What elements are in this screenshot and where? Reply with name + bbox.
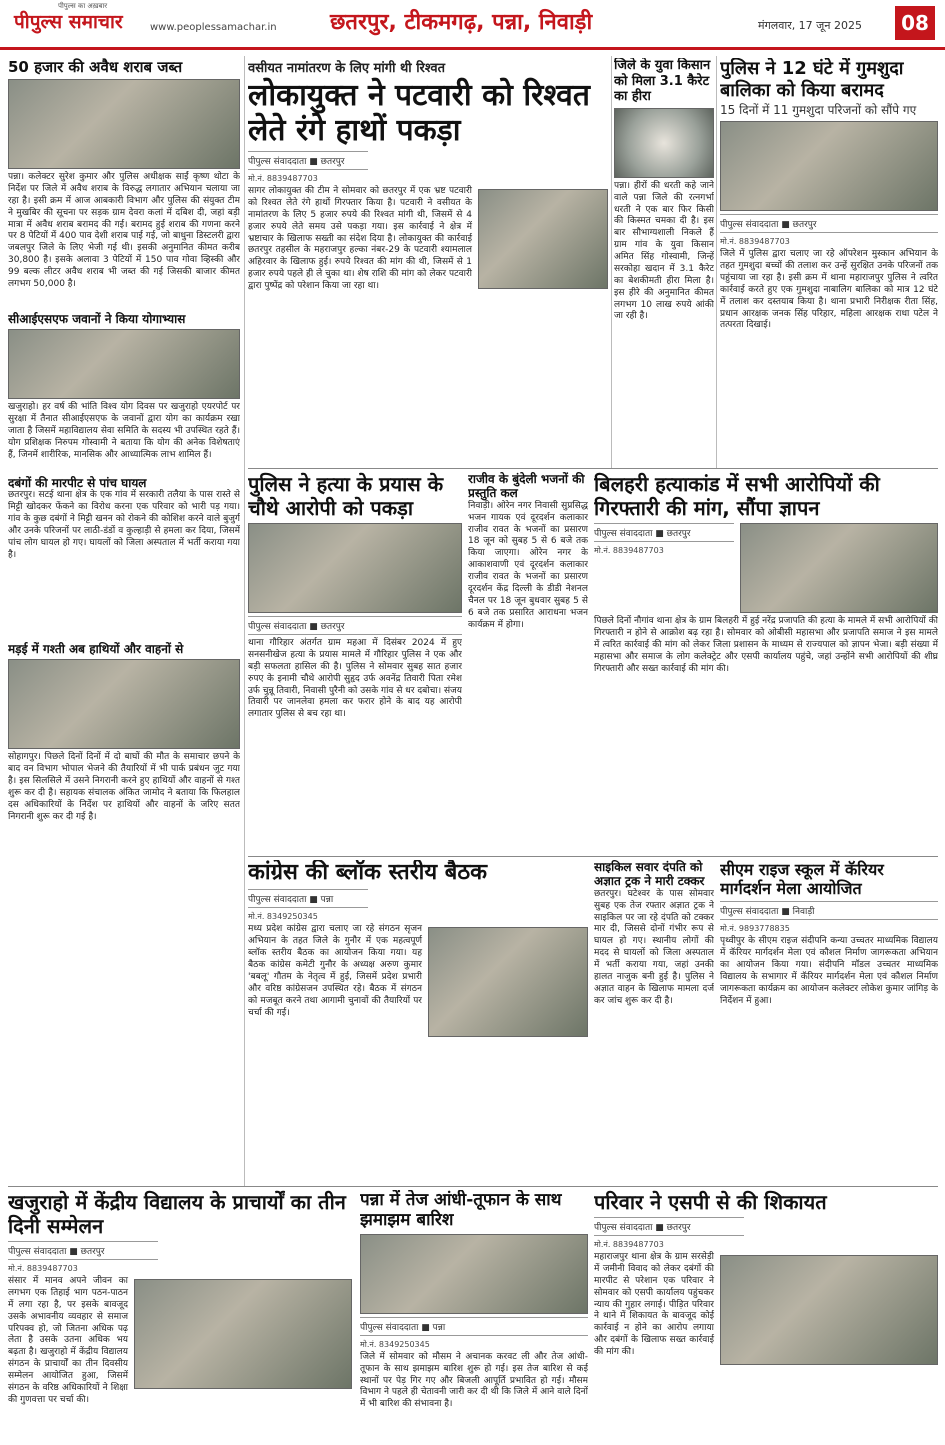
website-link[interactable]: www.peoplessamachar.in bbox=[150, 22, 277, 33]
story-cm-rise bbox=[720, 860, 938, 1180]
story-byline: पीपुल्स संवाददाता ■ छतरपुर bbox=[720, 214, 938, 233]
story-bilhari bbox=[594, 472, 938, 852]
story-body: थाना गौरिहार अंतर्गत ग्राम महआ में दिसंबर 2024 में हुए सनसनीखेज हत्या के प्रयास मामले में गौरिहार पुलिस ने एक और बड़ी सफलता हासिल की है। पुलिस ने सोमवार सुबह सात हजार रुपए के इनामी चौथे आरोपी सुहृद उर्फ अवनेंद्र तिवारी पिता रमेश उर्फ चुन्नू तिवारी, निवासी पुरैनी को उसके गांव से धर दबोचा। संजय तिवारी पर जानलेवा हमला कर फरार होने के बाद यह आरोपी लगातार पुलिस से बच रहा था। bbox=[248, 638, 462, 720]
story-byline: पीपुल्स संवाददाता ■ छतरपुर bbox=[8, 1241, 158, 1260]
story-liquor bbox=[8, 58, 240, 308]
story-headline[interactable]: मड़ई में गश्ती अब हाथियों और वाहनों से bbox=[8, 642, 184, 656]
story-headline[interactable]: पुलिस ने 12 घंटे में गुमशुदा बालिका को किया बरामद bbox=[720, 58, 904, 101]
story-phone: मो.नं. 9893778835 bbox=[720, 924, 790, 934]
story-photo bbox=[248, 523, 462, 613]
story-body: निवाड़ी। ओरेन नगर निवासी सुप्रसिद्ध भजन गायक एवं दूरदर्शन कलाकार राजीव रावत के भजनों का प्रसारण 18 जून को सुबह 5 से 6 बजे तक किया जाएगा। ओरेन नगर के आकाशवाणी एवं दूरदर्शन कलाकार राजीव रावत के भजनों का प्रसारण दूरदर्शन केंद्र दिल्ली के डीडी नेशनल चैनल पर 18 जून बुधवार सुबह 5 से 6 बजे तक प्रसारित आराधना भजन कार्यक्रम में होगा। bbox=[468, 500, 588, 630]
story-bundeli-bhajan bbox=[468, 472, 588, 852]
story-photo bbox=[8, 79, 240, 169]
story-phone: मो.नं. 8839487703 bbox=[248, 174, 318, 183]
story-headline[interactable]: पन्ना में तेज आंधी-तूफान के साथ झमाझम बारिश bbox=[360, 1190, 562, 1231]
story-headline[interactable]: सीआईएसएफ जवानों ने किया योगाभ्यास bbox=[8, 312, 186, 326]
story-phone: मो.नं. 8349250345 bbox=[360, 1339, 430, 1349]
story-kv-conference bbox=[8, 1190, 352, 1440]
column-divider bbox=[244, 56, 245, 1186]
page-number: 08 bbox=[895, 6, 935, 40]
story-headline[interactable]: 50 हजार की अवैध शराब जब्त bbox=[8, 58, 183, 76]
column-divider bbox=[716, 56, 717, 468]
story-headline[interactable]: साइकिल सवार दंपति को अज्ञात ट्रक ने मारी टक्कर bbox=[594, 860, 705, 889]
story-photo bbox=[134, 1279, 352, 1389]
story-body: संसार में मानव अपने जीवन का लगभग एक तिहाई भाग पठन-पाठन में लगा रहा है, पर इसके बावजूद उसके अभावनीय व्यवहार से समाज परिपक्व हो, जो जितना अधिक पढ़ लेता है उसके उतना अधिक भय बढ़ता है। खजुराहो में केंद्रीय विद्यालय संगठन के प्राचार्यों का तीन दिवसीय सम्मेलन आयोजित हुआ, जिसमें संगठन के वरिष्ठ अधिकारियों ने शिक्षा की गुणवत्ता पर चर्चा की। bbox=[8, 1276, 128, 1405]
story-byline: पीपुल्स संवाददाता ■ निवाड़ी bbox=[720, 901, 938, 920]
story-body: पन्ना। हीरों की धरती कहे जाने वाले पन्ना जिले की रत्नगर्भा धरती ने एक बार फिर किसी की किस्मत चमका दी है। इस बार सौभाग्यशाली निकले हैं ग्राम गांव के युवा किसान अमित सिंह गोस्वामी, जिन्हें सरकोहा खदान में 3.1 कैरेट का बेशकीमती हीरा मिला है। इस हीरे की अनुमानित कीमत लगभग 10 लाख रुपये आंकी जा रही है। bbox=[614, 180, 714, 322]
story-phone: मो.नं. 8839487703 bbox=[8, 1264, 78, 1273]
story-congress bbox=[248, 860, 588, 1180]
story-headline[interactable]: पुलिस ने हत्या के प्रयास के चौथे आरोपी को पकड़ा bbox=[248, 472, 444, 520]
story-byline: पीपुल्स संवाददाता ■ छतरपुर bbox=[594, 523, 734, 542]
story-body: पृथ्वीपुर के सीएम राइज संदीपनि कन्या उच्चतर माध्यमिक विद्यालय में कॅरियर मार्गदर्शन मेला एवं कौशल निर्माण जागरूकता अभियान का आयोजन किया गया। संदीपनि मॉडल उच्चतर माध्यमिक विद्यालय के सभागार में कॅरियर मार्गदर्शन मेला एवं कौशल निर्माण जागरूकता कार्यक्रम का आयोजन कलेक्टर लोकेश कुमार जांगिड़ के निर्देशन में हुआ। bbox=[720, 936, 938, 1006]
story-byline: पीपुल्स संवाददाता ■ पन्ना bbox=[360, 1317, 588, 1336]
story-headline[interactable]: कांग्रेस की ब्लॉक स्तरीय बैठक bbox=[248, 860, 488, 885]
logo-tagline: पीपुल्स का अख़बार bbox=[58, 2, 108, 10]
story-photo bbox=[8, 659, 240, 749]
story-photo bbox=[478, 189, 608, 289]
story-sp-complaint bbox=[594, 1190, 938, 1440]
story-phone: मो.नं. 8839487703 bbox=[720, 237, 790, 247]
issue-date: मंगलवार, 17 जून 2025 bbox=[758, 19, 862, 32]
story-body: जिले में सोमवार को मौसम ने अचानक करवट ली और तेज आंधी-तूफान के साथ झमाझम बारिश शुरू हो गई। इस तेज बारिश से कई स्थानों पर पेड़ गिर गए और बिजली आपूर्ति प्रभावित हो गई। मौसम विभाग ने पहले ही चेतावनी जारी कर दी थी कि जिले में आने वाले दिनों में भी बारिश की संभावना है। bbox=[360, 1351, 588, 1410]
story-headline[interactable]: परिवार ने एसपी से की शिकायत bbox=[594, 1190, 827, 1214]
row-divider bbox=[8, 1186, 938, 1187]
column-divider bbox=[611, 56, 612, 468]
story-body: खजुराहो। हर वर्ष की भांति विश्व योग दिवस पर खजुराहो एयरपोर्ट पर सुरक्षा में तैनात सीआईएसएफ के जवानों द्वारा योग का कार्यक्रम रखा जाता है जिसमें महाविद्यालय सेवा समिति के सदस्य भी उपस्थित रहते हैं। योग प्रशिक्षक निरुपम गोस्वामी ने बताया कि योग की अनेक विशेषताएं हैं, जिनमें शारीरिक, मानसिक और आध्यात्मिक लाभ शामिल हैं। bbox=[8, 402, 240, 460]
story-body: मध्य प्रदेश कांग्रेस द्वारा चलाए जा रहे संगठन सृजन अभियान के तहत जिले के गुनौर में एक महत्वपूर्ण ब्लॉक स्तरीय बैठक का आयोजन किया गया। यह बैठक कांग्रेस कमेटी गुनौर के अध्यक्ष अरुण कुमार 'बबलू' गौतम के नेतृत्व में हुई, जिसमें प्रदेश प्रभारी और वरिष्ठ कांग्रेसजन उपस्थित रहे। बैठक में संगठन को मजबूत करने तथा आगामी चुनावों की तैयारियों पर चर्चा की गई। bbox=[248, 924, 422, 1018]
story-byline: पीपुल्स संवाददाता ■ छतरपुर bbox=[248, 151, 368, 170]
region-title: छतरपुर, टीकमगढ़, पन्ना, निवाड़ी bbox=[330, 10, 593, 35]
story-byline: पीपुल्स संवाददाता ■ छतरपुर bbox=[248, 616, 462, 635]
story-body: सागर लोकायुक्त की टीम ने सोमवार को छतरपुर में एक भ्रष्ट पटवारी को रिश्वत लेते रंगे हाथों गिरफ्तार किया है। पटवारी ने वसीयत के नामांतरण के लिए 5 हजार रुपये की रिश्वत मांगी थी, जिसमें से 4 हजार रुपये लेते समय उसे पकड़ा गया। इस कार्रवाई ने क्षेत्र में भ्रष्टाचार के खिलाफ सख्ती का संदेश दिया है। लोकायुक्त की कार्रवाई छतरपुर तहसील के महराजपुर हल्का नंबर-29 के पटवारी श्यामलाल अहिरवार के खिलाफ हुई। रुपये रिश्वत की मांग की थी, जिसमें से 1 हजार रुपये पहले ही ले चुका था। शेष राशि की मांग को लेकर पटवारी द्वारा पुष्पेंद्र को परेशान किया जा रहा था। bbox=[248, 186, 472, 291]
story-headline[interactable]: बिलहरी हत्याकांड में सभी आरोपियों की गिरफ्तारी की मांग, सौंपा ज्ञापन bbox=[594, 472, 880, 520]
diamond-photo bbox=[614, 108, 714, 178]
story-body: पिछले दिनों नौगांव थाना क्षेत्र के ग्राम बिलहरी में हुई नरेंद्र प्रजापति की हत्या के मामले में सभी आरोपियों की गिरफ्तारी न होने से आक्रोश बढ़ रहा है। सोमवार को ओबीसी महासभा और प्रजापति समाज ने इस मामले में त्वरित कार्रवाई की मांग को लेकर जिला प्रशासन के माध्यम से राज्यपाल को ज्ञापन भेजा। बड़ी संख्या में महासभा और समाज के लोग कलेक्ट्रेट और एसपी कार्यालय पहुंचे, जहां उन्होंने सभी आरोपियों की शीघ्र गिरफ्तारी और सख्त कार्रवाई की मांग की। bbox=[594, 616, 938, 674]
story-fights bbox=[8, 476, 240, 636]
story-photo bbox=[428, 927, 588, 1037]
masthead bbox=[0, 0, 945, 50]
story-headline[interactable]: लोकायुक्त ने पटवारी को रिश्वत लेते रंगे हाथों पकड़ा bbox=[248, 78, 590, 148]
newspaper-logo[interactable]: पीपुल्स समाचार bbox=[14, 11, 123, 33]
row-divider bbox=[248, 856, 938, 857]
story-body: छतरपुर। सटई थाना क्षेत्र के एक गांव में सरकारी तलैया के पास रास्ते से मिट्टी खोदकर फेंकने का विरोध करना एक परिवार को भारी पड़ गया। गांव के कुछ दबंगों ने मिट्टी खनन को रोकने की कोशिश करने वाले बुजुर्ग और उनके परिजनों पर लाठी-डंडों व कुल्हाड़ी से हमला कर दिया, जिसमें पांच लोग घायल हो गए। घायलों को जिला अस्पताल में भर्ती कराया गया है। bbox=[8, 490, 240, 560]
story-yoga bbox=[8, 312, 240, 472]
story-photo bbox=[740, 523, 938, 613]
story-kicker: वसीयत नामांतरण के लिए मांगी थी रिश्वत bbox=[248, 61, 446, 76]
story-diamond bbox=[614, 58, 714, 466]
story-headline[interactable]: राजीव के बुंदेली भजनों की प्रस्तुति कल bbox=[468, 472, 585, 501]
story-headline[interactable]: खजुराहो में केंद्रीय विद्यालय के प्राचार्यों का तीन दिनी सम्मेलन bbox=[8, 1190, 346, 1238]
story-body: महाराजपुर थाना क्षेत्र के ग्राम सरसेड़ी में जमीनी विवाद को लेकर दबंगों की मारपीट से परेशान एक परिवार ने सोमवार को एसपी कार्यालय पहुंचकर न्याय की गुहार लगाई। पीड़ित परिवार ने थाने में शिकायत के बावजूद कोई कार्रवाई न होने का आरोप लगाया और दबंगों के खिलाफ सख्त कार्रवाई की मांग की। bbox=[594, 1252, 714, 1357]
story-missing-girl bbox=[720, 58, 938, 466]
story-subheadline: 15 दिनों में 11 गुमशुदा परिजनों को सौंपे गए bbox=[720, 103, 917, 118]
story-photo bbox=[8, 329, 240, 399]
row-divider bbox=[248, 468, 938, 469]
story-bribe bbox=[248, 58, 608, 466]
story-elephants bbox=[8, 642, 240, 882]
story-body: पन्ना। कलेक्टर सुरेश कुमार और पुलिस अधीक्षक साईं कृष्ण थोटा के निर्देश पर जिले में अवैध शराब के विरुद्ध लगातार अभियान चलाया जा रहा है। इसी क्रम में आज आबकारी विभाग और पुलिस की संयुक्त टीम ने मुखबिर की सूचना पर सड़क ग्राम देवरा कलां में दबिश दी, जहां बड़ी मात्रा में अवैध शराब बरामद की गई। बरामद हुई शराब की गणना करने पर 8 पेटियों में 400 पाव देशी शराब पाई गई, जो बाधुना डिस्टलरी द्वारा जबलपुर जिले के लिए भेजी गई थी। इसकी अनुमानित कीमत करीब 30,800 है। इसके अलावा 3 पेटियों में 150 पाव गोवा व्हिस्की और 99 बल्क लीटर अवैध शराब भी जब्त की गई जिसकी बाजार कीमत लगभग 50,000 है। bbox=[8, 172, 240, 289]
story-headline[interactable]: सीएम राइज स्कूल में कॅरियर मार्गदर्शन मेला आयोजित bbox=[720, 860, 884, 899]
story-headline[interactable]: जिले के युवा किसान को मिला 3.1 कैरेट का हीरा bbox=[614, 58, 711, 105]
story-body: जिले में पुलिस द्वारा चलाए जा रहे ऑपरेशन मुस्कान अभियान के तहत गुमशुदा बच्चों की तलाश कर उन्हें सुरक्षित उनके परिजनों तक पहुंचाया जा रहा है। इसी क्रम में थाना महाराजपुर पुलिस ने त्वरित कार्रवाई करते हुए एक गुमशुदा नाबालिग बालिका को मात्र 12 घंटे में तलाश कर दस्तयाब किया है। थाना प्रभारी निरीक्षक रीता सिंह, प्रधान आरक्षक जनक सिंह परिहार, महिला आरक्षक राधा पटेल ने तत्परता दिखाई। bbox=[720, 249, 938, 331]
story-body: सोहागपुर। पिछले दिनों दिनों में दो बाघों की मौत के समाचार छपने के बाद वन विभाग भोपाल भेजने की तैयारियों में भी पार्क प्रबंधन जुट गया है। इस सिलसिले में उसने निगरानी करने हुए हाथियों और वाहनों से गश्त शुरू कर दी है। सहायक संचालक अंकित जामोद ने बताया कि फिलहाल दस अधिकारियों के निर्देश पर हाथियों और वाहनों के जरिए सतत निगरानी शुरू कर दी गई है। bbox=[8, 752, 240, 822]
story-photo bbox=[360, 1234, 588, 1314]
story-storm bbox=[360, 1190, 588, 1440]
story-phone: मो.नं. 8349250345 bbox=[248, 912, 318, 922]
story-photo bbox=[720, 1255, 938, 1365]
story-byline: पीपुल्स संवाददाता ■ छतरपुर bbox=[594, 1217, 744, 1236]
story-byline: पीपुल्स संवाददाता ■ पन्ना bbox=[248, 889, 368, 908]
story-cyclist bbox=[594, 860, 714, 1180]
story-murder-attempt bbox=[248, 472, 462, 852]
story-body: छतरपुर। घटेश्वर के पास सोमवार सुबह एक तेज रफ्तार अज्ञात ट्रक ने साइकिल पर जा रहे दंपति को टक्कर मार दी, जिससे दोनों गंभीर रूप से घायल हो गए। स्थानीय लोगों की मदद से घायलों को जिला अस्पताल में भर्ती कराया गया, जहां उनकी हालत नाजुक बनी हुई है। पुलिस ने अज्ञात वाहन के खिलाफ मामला दर्ज कर जांच शुरू कर दी है। bbox=[594, 888, 714, 1006]
story-headline[interactable]: दबंगों की मारपीट से पांच घायल bbox=[8, 476, 147, 490]
story-phone: मो.नं. 8839487703 bbox=[594, 546, 664, 555]
story-phone: मो.नं. 8839487703 bbox=[594, 1240, 664, 1249]
story-photo bbox=[720, 121, 938, 211]
